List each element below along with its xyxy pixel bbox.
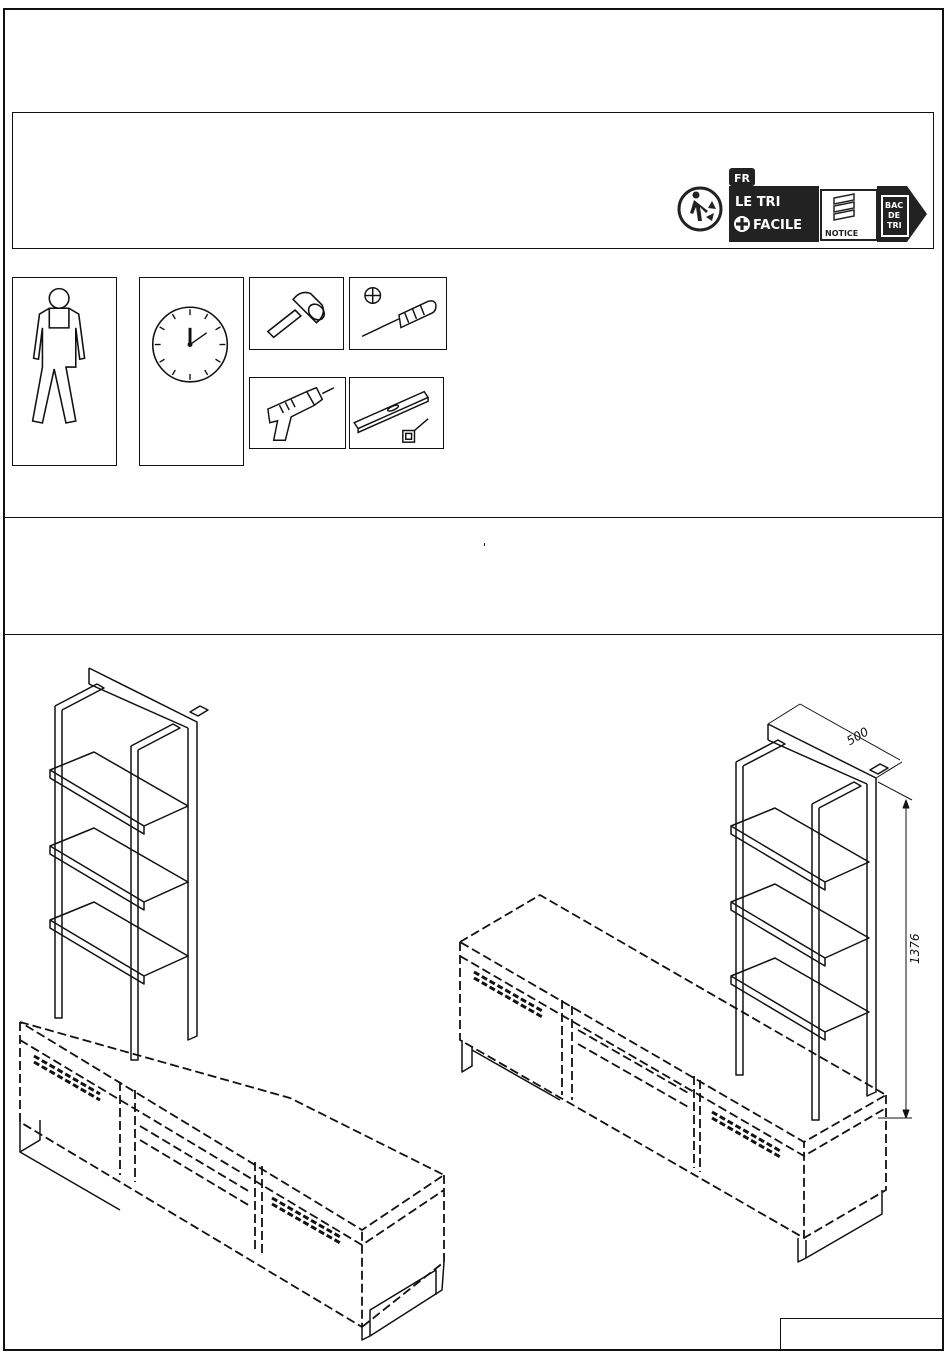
right-tv-stand — [460, 895, 886, 1238]
logo-line1: LE TRI — [735, 195, 781, 210]
dimension-height: 1376 — [908, 933, 922, 964]
right-shelf-tower — [731, 724, 888, 1120]
logo-notice: NOTICE — [825, 229, 859, 238]
logo-bin-1: BAC — [885, 201, 904, 210]
left-tv-stand — [20, 1022, 444, 1327]
left-shelf-tower — [50, 668, 208, 1060]
logo-country: FR — [734, 172, 750, 185]
dimension-lines — [768, 704, 912, 1118]
logo-bin-3: TRI — [887, 221, 902, 230]
dimension-depth: 500 — [844, 724, 871, 749]
logo-line2: FACILE — [753, 218, 802, 233]
left-tv-stand-solid — [20, 1056, 444, 1340]
logo-bin-2: DE — [888, 211, 901, 220]
